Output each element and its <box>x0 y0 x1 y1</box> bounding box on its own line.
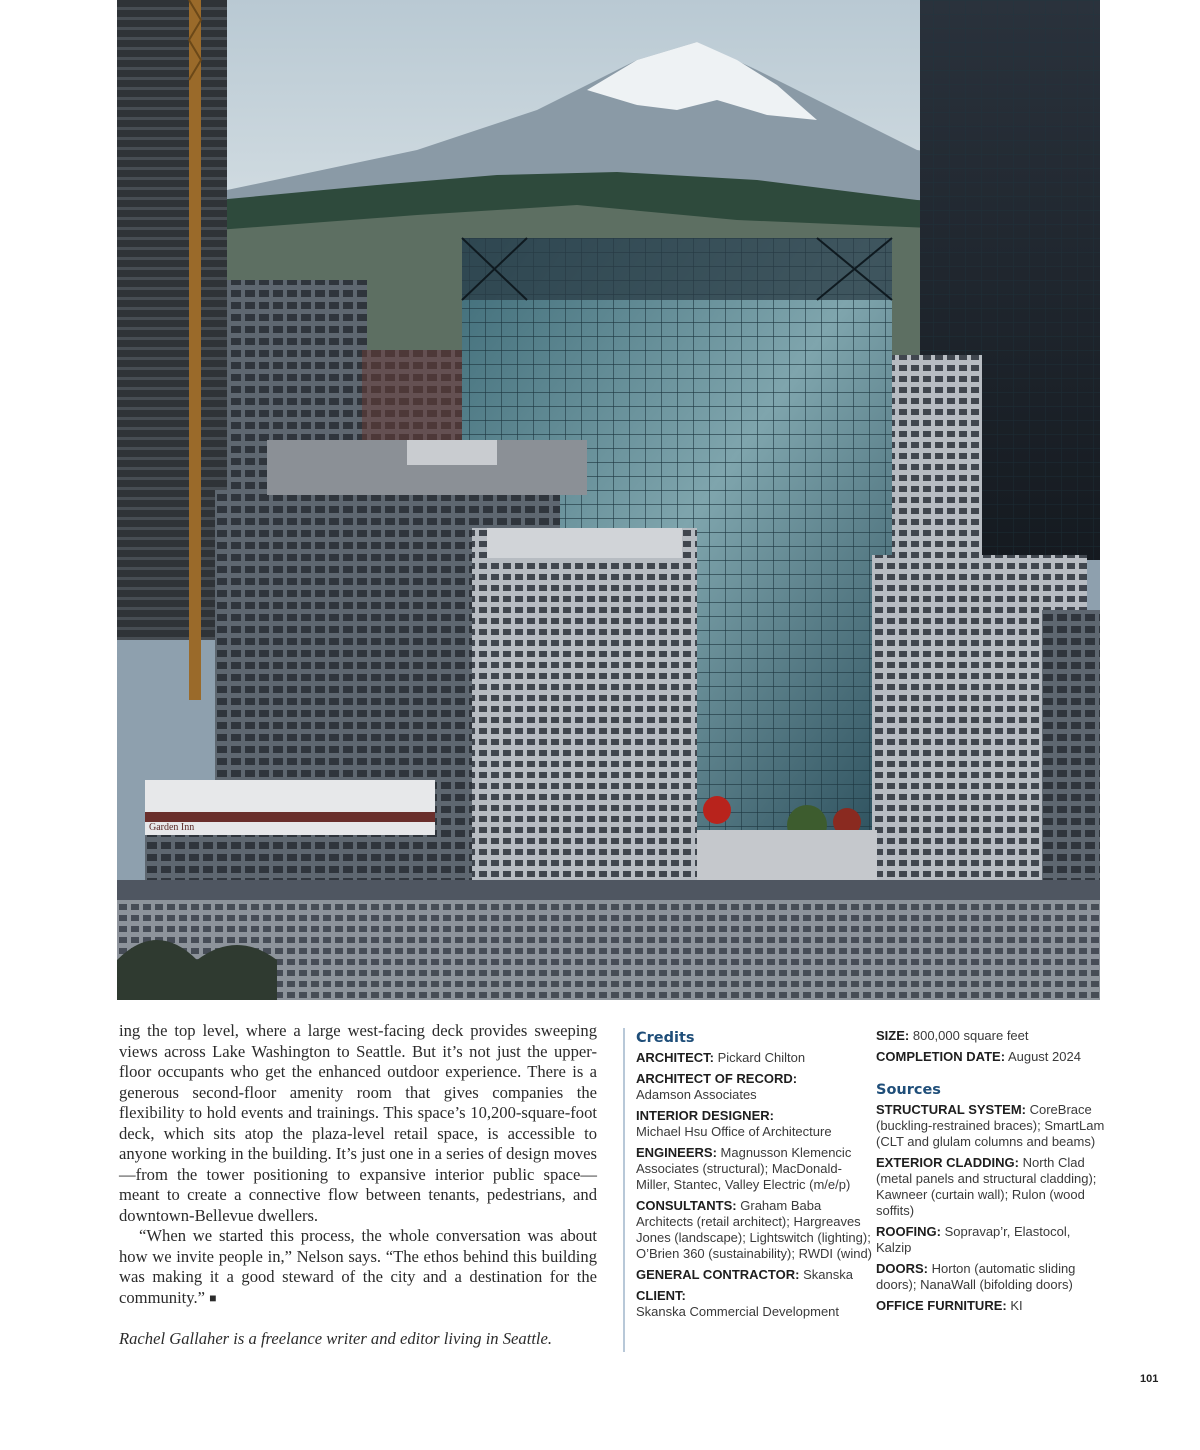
page-number: 101 <box>1140 1373 1159 1385</box>
credit-entry: ENGINEERS: Magnusson Klemencic Associates (structural); MacDonald-Miller, Stantec, Valley Electric (m/e/p) <box>636 1145 852 1192</box>
credit-entry: INTERIOR DESIGNER: Michael Hsu Office of Architecture <box>636 1108 832 1139</box>
project-completion: COMPLETION DATE: August 2024 <box>876 1049 1081 1064</box>
project-size: SIZE: 800,000 square feet <box>876 1028 1029 1043</box>
credit-entry: ARCHITECT OF RECORD: Adamson Associates <box>636 1071 798 1102</box>
hotel-sign: Garden Inn <box>149 822 195 833</box>
source-entry: DOORS: Horton (automatic sliding doors); NanaWall (bifolding doors) <box>876 1261 1076 1292</box>
credit-entry: CONSULTANTS: Graham Baba Architects (retail architect); Hargreaves Jones (landscape); Lightswitch (lighting); O’Brien 360 (sustainability); RWDI (wind) <box>636 1198 872 1261</box>
source-entry: ROOFING: Sopravap’r, Elastocol, Kalzip <box>876 1224 1071 1255</box>
sources-panel <box>876 1028 1106 1319</box>
credit-entry: ARCHITECT: Pickard Chilton <box>636 1050 806 1065</box>
credit-entry: GENERAL CONTRACTOR: Skanska <box>636 1267 853 1282</box>
author-byline: Rachel Gallaher is a freelance writer and editor living in Seattle. <box>119 1329 553 1348</box>
article-paragraph-quote: “When we started this process, the whole conversation was about how we invite people in,” Nelson says. “The ethos behind this building was making it a good steward of the city and a destination for the community.” ■ <box>119 1226 597 1307</box>
source-entry: OFFICE FURNITURE: KI <box>876 1298 1023 1313</box>
article-paragraph: ing the top level, where a large west-facing deck provides sweeping views across Lake Washington to Seattle. But it’s not just the upper-floor occupants who get the enhanced outdoor experience. There is a generous second-floor amenity room that gives companies the flexibility to hold events and trainings. This space’s 10,200-square-foot deck, which sits atop the plaza-level retail space, is accessible to anyone working in the building. It’s just one in a series of design moves—from the tower positioning to expansive interior public space—meant to create a connective flow between tenants, pedestrians, and downtown-Bellevue dwellers. <box>119 1021 597 1225</box>
credits-title: Credits <box>636 1030 695 1046</box>
article-body <box>119 1021 597 1350</box>
credit-entry: CLIENT: Skanska Commercial Development <box>636 1288 840 1319</box>
end-mark-icon: ■ <box>209 1290 217 1305</box>
source-entry: STRUCTURAL SYSTEM: CoreBrace (buckling-restrained braces); SmartLam (CLT and glulam columns and beams) <box>876 1102 1105 1149</box>
cityscape-photo <box>117 0 1100 1000</box>
source-entry: EXTERIOR CLADDING: North Clad (metal panels and structural cladding); Kawneer (curtain wall); Rulon (wood soffits) <box>876 1155 1097 1218</box>
sources-title: Sources <box>876 1082 941 1098</box>
credits-panel <box>623 1028 872 1352</box>
